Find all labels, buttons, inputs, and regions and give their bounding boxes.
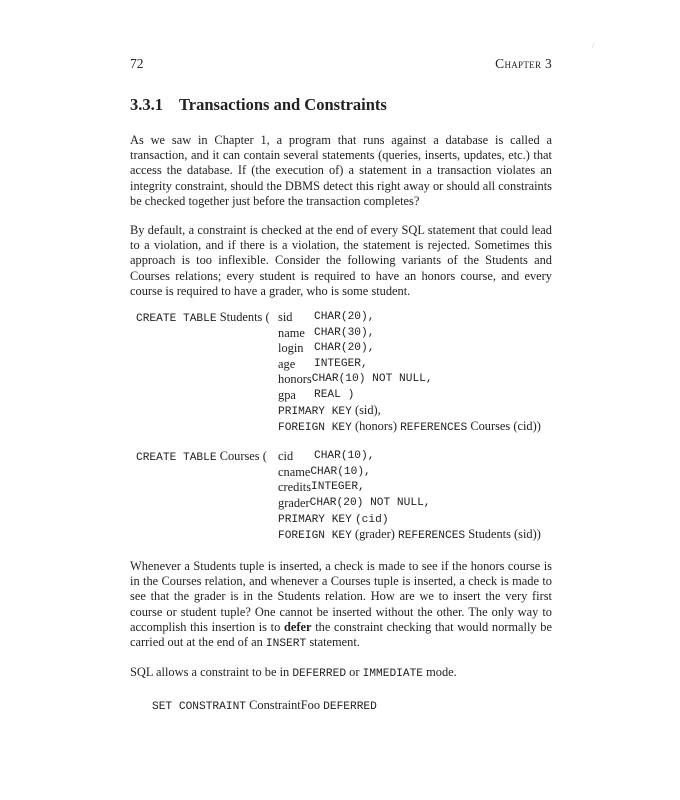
column-name: login	[278, 341, 304, 356]
column-name: honors	[278, 372, 312, 387]
column-name: sid	[278, 310, 293, 325]
open-paren: (	[265, 310, 270, 325]
chapter-label: Chapter 3	[495, 56, 552, 71]
code-line	[136, 372, 552, 388]
primary-key-clause	[278, 403, 381, 419]
code-line	[136, 357, 552, 373]
para4-text: SQL allows a constraint to be in	[130, 665, 290, 680]
column-type: CHAR(10) NOT NULL,	[311, 373, 433, 386]
set-constraint-statement	[152, 698, 552, 713]
primary-key-keyword: PRIMARY KEY	[278, 406, 352, 419]
immediate-keyword: IMMEDIATE	[362, 668, 424, 681]
table-name: Students	[219, 310, 263, 325]
para4-text: or	[349, 665, 360, 680]
code-line	[136, 403, 552, 419]
column-type: REAL )	[314, 388, 355, 401]
column-name: cid	[278, 449, 294, 464]
code-line	[136, 480, 552, 496]
code-line	[136, 527, 552, 543]
paragraph-default-checking: By default, a constraint is checked at the end of every SQL statement that could lead to a violation, and if there is a violation, the statement is rejected. Sometimes this approach is too inflexible. Consider the following variants of the Students and Courses relations; every student is required to have an honors course, and every course is required to have a grader, who is some student.	[130, 223, 552, 298]
defer-emphasis: defer	[284, 619, 312, 634]
insert-keyword: INSERT	[265, 638, 307, 651]
code-line	[136, 419, 552, 435]
para3-text: statement.	[309, 635, 360, 650]
para3-text: Whenever a Students tuple is inserted, a check is made to see if the honors course is in the Courses relation, and whenever a Courses tuple is inserted, a check is made to see that the grader is in the Students relation. How are we to insert the very first course or student tuple? One cannot be inserted without the other. The only way to accomplish this insertion is to	[130, 559, 552, 634]
code-line	[136, 465, 552, 481]
deferred-keyword: DEFERRED	[292, 668, 347, 681]
references-keyword: REFERENCES	[400, 421, 468, 434]
column-name: grader	[278, 495, 310, 510]
foreign-key-clause	[278, 419, 541, 435]
primary-key-keyword: PRIMARY KEY	[278, 514, 352, 527]
open-paren: (	[262, 449, 267, 464]
column-type: INTEGER,	[311, 481, 365, 494]
column-type: CHAR(10),	[314, 450, 375, 463]
page-content	[130, 56, 552, 713]
references-keyword: REFERENCES	[397, 529, 466, 542]
scan-mark: /	[592, 40, 595, 50]
code-line	[136, 496, 552, 512]
column-name: gpa	[278, 387, 296, 402]
column-name: age	[278, 356, 296, 371]
code-line	[136, 449, 552, 465]
section-heading	[130, 95, 552, 115]
foreign-key-column: (grader)	[354, 526, 395, 541]
column-name: credits	[278, 480, 312, 495]
column-type: CHAR(20),	[314, 311, 375, 324]
code-line	[136, 388, 552, 404]
table-name: Courses	[219, 449, 260, 464]
section-title: Transactions and Constraints	[179, 95, 387, 114]
foreign-key-column: (honors)	[354, 418, 397, 433]
constraint-name: ConstraintFoo	[249, 698, 321, 713]
code-line	[136, 511, 552, 527]
column-name: name	[278, 325, 305, 340]
code-line	[136, 310, 552, 326]
create-prefix	[136, 449, 278, 465]
constraint-mode: DEFERRED	[323, 701, 377, 714]
para4-text: mode.	[426, 665, 457, 680]
create-prefix	[136, 310, 278, 326]
foreign-key-keyword: FOREIGN KEY	[278, 421, 352, 434]
primary-key-columns: (sid),	[354, 403, 381, 418]
column-type: INTEGER,	[314, 357, 368, 370]
create-table-keyword: CREATE TABLE	[136, 452, 217, 465]
para3-text: the constraint checking that would normally be carried out at the end of an	[130, 619, 552, 650]
set-constraint-keyword: SET CONSTRAINT	[152, 701, 246, 714]
column-type: CHAR(10),	[310, 465, 371, 478]
primary-key-columns: (cid)	[354, 514, 389, 527]
section-number: 3.3.1	[130, 95, 163, 114]
foreign-key-clause	[278, 527, 541, 543]
paragraph-transactions: As we saw in Chapter 1, a program that runs against a database is called a transaction, and it can contain several statements (queries, inserts, updates, etc.) that access the database. If (the execution of) a statement in a transaction violates an integrity constraint, should the DBMS detect this right away or should all constraints be checked together just before the transaction completes?	[130, 133, 552, 208]
code-line	[136, 341, 552, 357]
running-head	[130, 56, 552, 78]
column-type: CHAR(30),	[314, 326, 375, 339]
references-target: Courses (cid))	[470, 418, 541, 433]
column-type: CHAR(20) NOT NULL,	[309, 496, 431, 509]
courses-create-table	[136, 449, 552, 542]
paragraph-constraint-modes	[130, 665, 552, 682]
column-type: CHAR(20),	[314, 342, 375, 355]
foreign-key-keyword: FOREIGN KEY	[278, 529, 352, 542]
column-name: cname	[278, 464, 311, 479]
code-line	[136, 326, 552, 342]
students-create-table	[136, 310, 552, 434]
primary-key-clause	[278, 511, 389, 527]
page-number: 72	[130, 56, 144, 71]
paragraph-insertion-problem	[130, 559, 552, 652]
references-target: Students (sid))	[468, 526, 541, 541]
create-table-keyword: CREATE TABLE	[136, 313, 217, 326]
